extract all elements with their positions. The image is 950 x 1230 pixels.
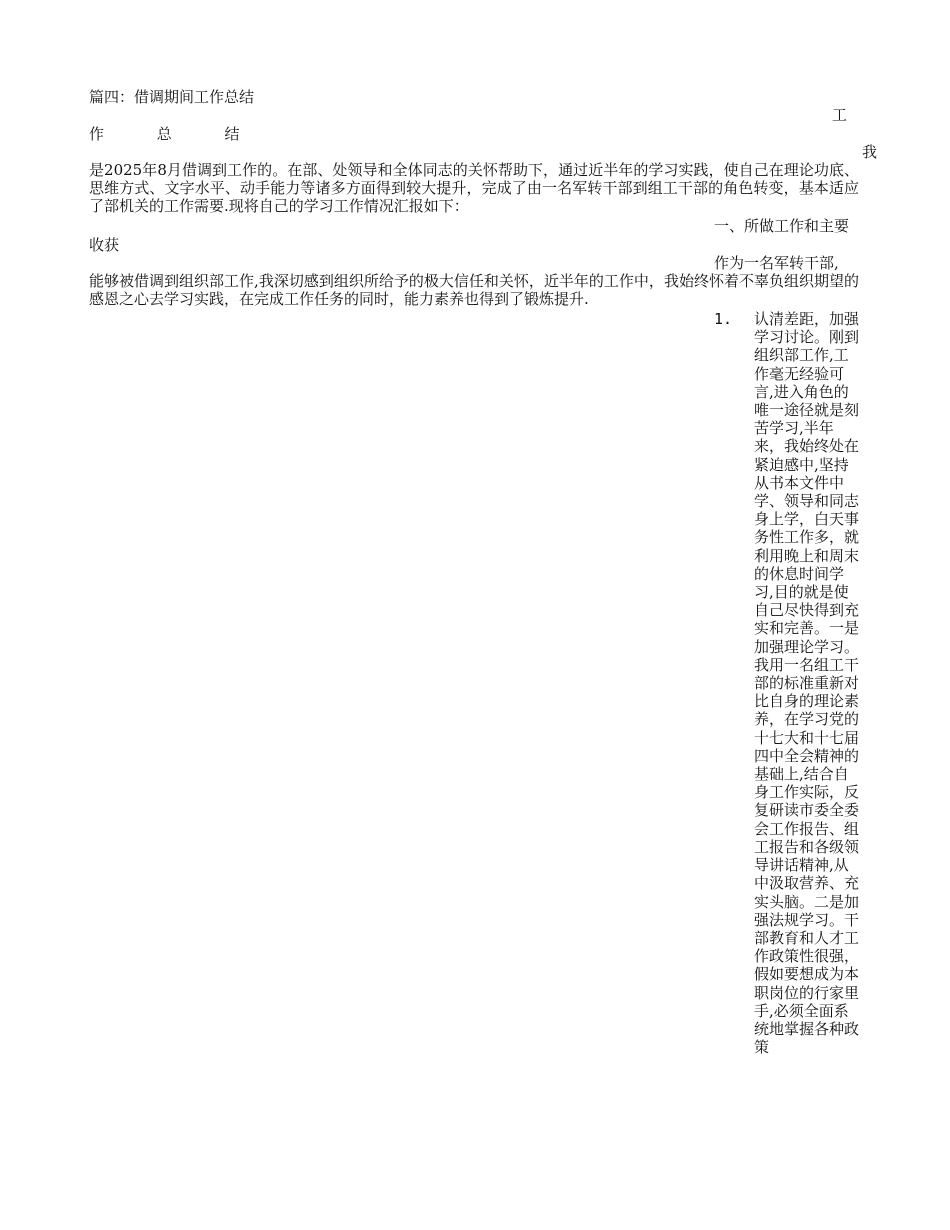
list-item-number: 1. [714, 310, 733, 328]
section-1-paragraph: 能够被借调到组织部工作,我深切感到组织所给予的极大信任和关怀，近半年的工作中，我始终怀着不辜负组织期望的感恩之心去学习实践，在完成工作任务的同时，能力素养也得到了锻炼提升. [89, 272, 859, 308]
section-1-heading-start: 一、所做工作和主要 [714, 217, 850, 235]
document-title: 作 总 结 [89, 125, 264, 143]
list-item-text: 认清差距，加强学习讨论。刚到组织部工作,工作毫无经验可言,进入角色的唯一途径就是刻苦学习,半年来，我始终处在紧迫感中,坚持从书本文件中学、领导和同志身上学，白天事务性工作多，就利用晚上和周末的休息时间学习,目的就是使自己尽快得到充实和完善。一是加强理论学习。我用一名组工干部的标准重新对比自身的理论素养，在学习党的十七大和十七届四中全会精神的基础上,结合自身工作实际，反复研读市委全委会工作报告、组工报告和各级领导讲话精神,从中汲取营养、充实头脑。二是加强法规学习。干部教育和人才工作政策性很强，假如要想成为本职岗位的行家里手,必须全面系统地掌握各种政策 [754, 310, 860, 1057]
section-1-lead: 作为一名军转干部, [714, 254, 839, 272]
section-1-heading-end: 收获 [89, 236, 120, 254]
intro-paragraph: 是2025年8月借调到工作的。在部、处领导和全体同志的关怀帮助下，通过近半年的学习实践，使自己在理论功底、思维方式、文字水平、动手能力等诸多方面得到较大提升，完成了由一名军转干部到组工干部的角色转变，基本适应了部机关的工作需要.现将自己的学习工作情况汇报如下： [89, 161, 859, 215]
document-heading: 篇四：借调期间工作总结 [89, 88, 255, 106]
intro-fragment-wo: 我 [862, 143, 878, 161]
title-fragment-gong: 工 [832, 106, 848, 124]
